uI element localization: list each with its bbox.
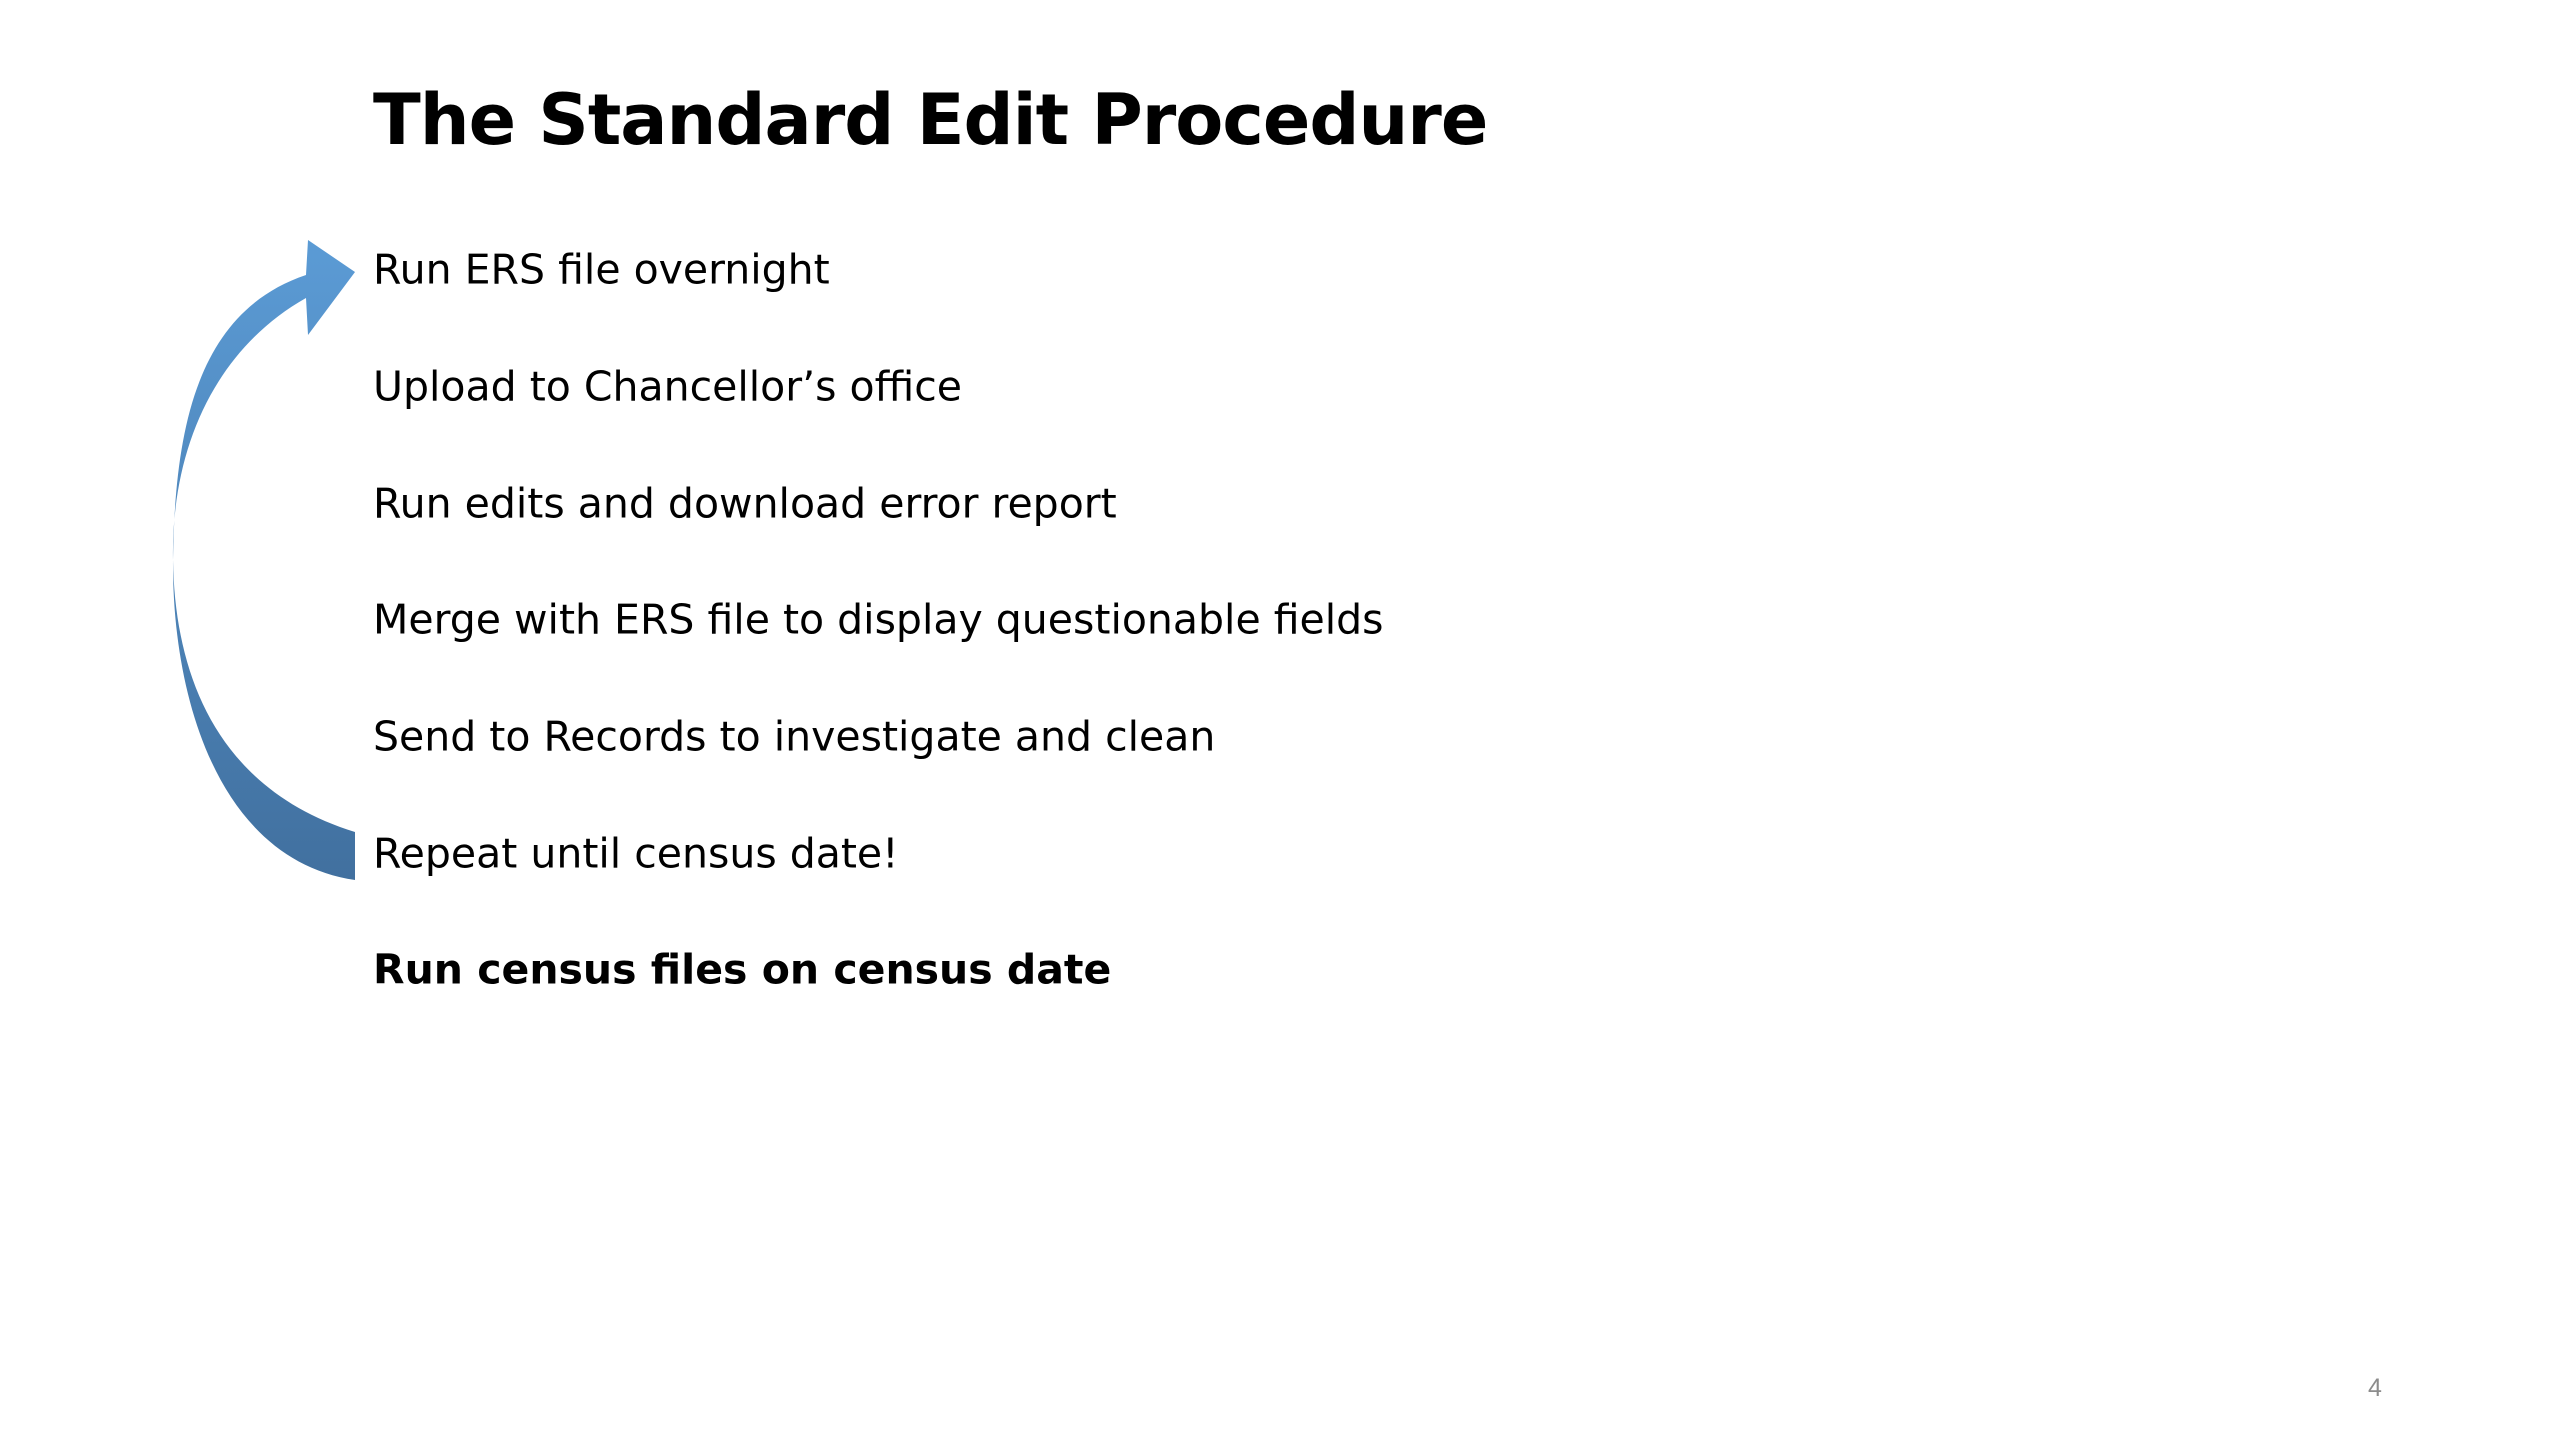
step-run-ers-file: Run ERS file overnight xyxy=(373,245,830,294)
step-merge-with-ers: Merge with ERS file to display questionable fields xyxy=(373,595,1384,644)
step-run-census-files: Run census files on census date xyxy=(373,945,1112,994)
step-run-edits: Run edits and download error report xyxy=(373,479,1117,528)
step-repeat-until-census: Repeat until census date! xyxy=(373,829,899,878)
step-upload-chancellors-office: Upload to Chancellor’s office xyxy=(373,362,963,411)
step-send-to-records: Send to Records to investigate and clean xyxy=(373,712,1216,761)
slide-title: The Standard Edit Procedure xyxy=(373,79,1488,161)
slide-number: 4 xyxy=(2368,1374,2382,1402)
